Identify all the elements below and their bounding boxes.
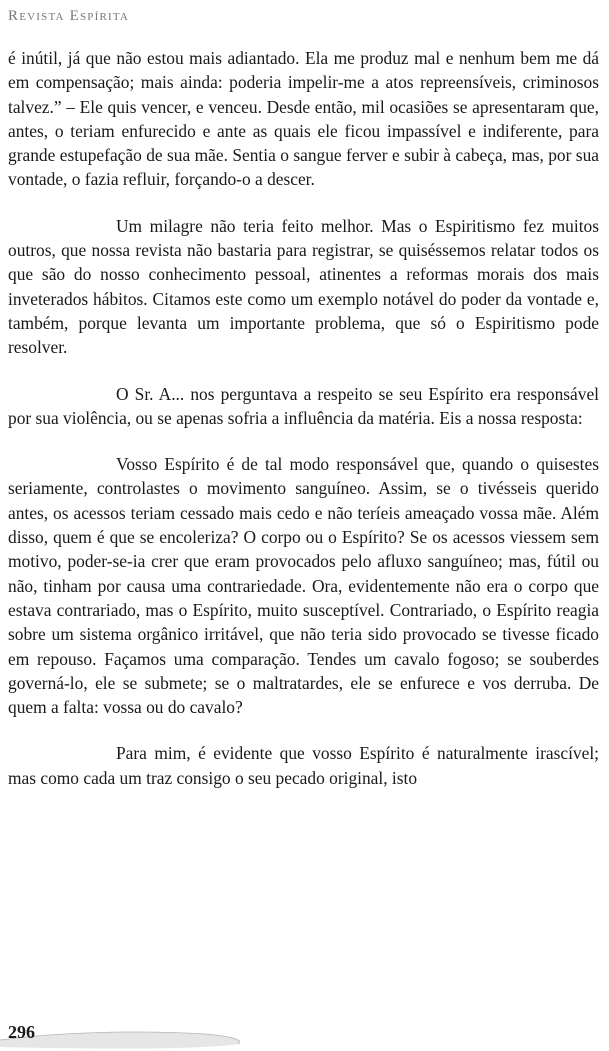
paragraph-1: é inútil, já que não estou mais adiantado. Ela me produz mal e nenhum bem me dá em compensação; mais ainda: poderia impelir-me a atos repreensíveis, criminosos talvez.” – Ele quis vencer, e venceu. Desde então, mil ocasiões se apresentaram que, antes, o teriam enfurecido e ante as quais ele ficou impassível e indiferente, para grande estupefação de sua mãe. Sentia o sangue ferver e subir à cabeça, mas, por sua vontade, o fazia refluir, forçando-o a descer. [8,48,599,190]
body-text [8,46,599,790]
swoosh-ornament [0,1016,260,1051]
page-footer [0,1016,609,1051]
running-header: Revista Espírita [8,8,130,24]
paragraph-3: O Sr. A... nos perguntava a respeito se seu Espírito era responsável por sua violência, ou se apenas sofria a influência da matéria. Eis a nossa resposta: [8,383,599,428]
paragraph-2: Um milagre não teria feito melhor. Mas o Espiritismo fez muitos outros, que nossa revista não bastaria para registrar, se quiséssemos relatar todos os que são do nosso conhecimento pessoal, atinentes a reformas morais dos mais inveterados hábitos. Citamos este como um exemplo notável do poder da vontade e, também, porque levanta um importante problema, que só o Espiritismo pode resolver. [8,215,599,358]
page-number: 296 [8,1022,35,1042]
paragraph-5: Para mim, é evidente que vosso Espírito é naturalmente irascível; mas como cada um traz consigo o seu pecado original, isto [8,743,599,788]
paragraph-4: Vosso Espírito é de tal modo responsável que, quando o quisestes seriamente, controlastes o movimento sanguíneo. Assim, se o tivésseis querido antes, os acessos teriam cessado mais cedo e não teríeis ameaçado vossa mãe. Além disso, quem é que se encoleriza? O corpo ou o Espírito? Se os acessos viessem sem motivo, poder-se-ia crer que eram provocados pelo afluxo sanguíneo; mas, fútil ou não, tinham por causa uma contrariedade. Ora, evidentemente não era o corpo que estava contrariado, mas o Espírito, muito susceptível. Contrariado, o Espírito reagia sobre um sistema orgânico irritável, que não teria sido provocado se tivesse ficado em repouso. Façamos uma comparação. Tendes um cavalo fogoso; se souberdes governá-lo, ele se submete; se o maltratardes, ele se enfurece e vos derruba. De quem a falta: vossa ou do cavalo? [8,454,599,718]
